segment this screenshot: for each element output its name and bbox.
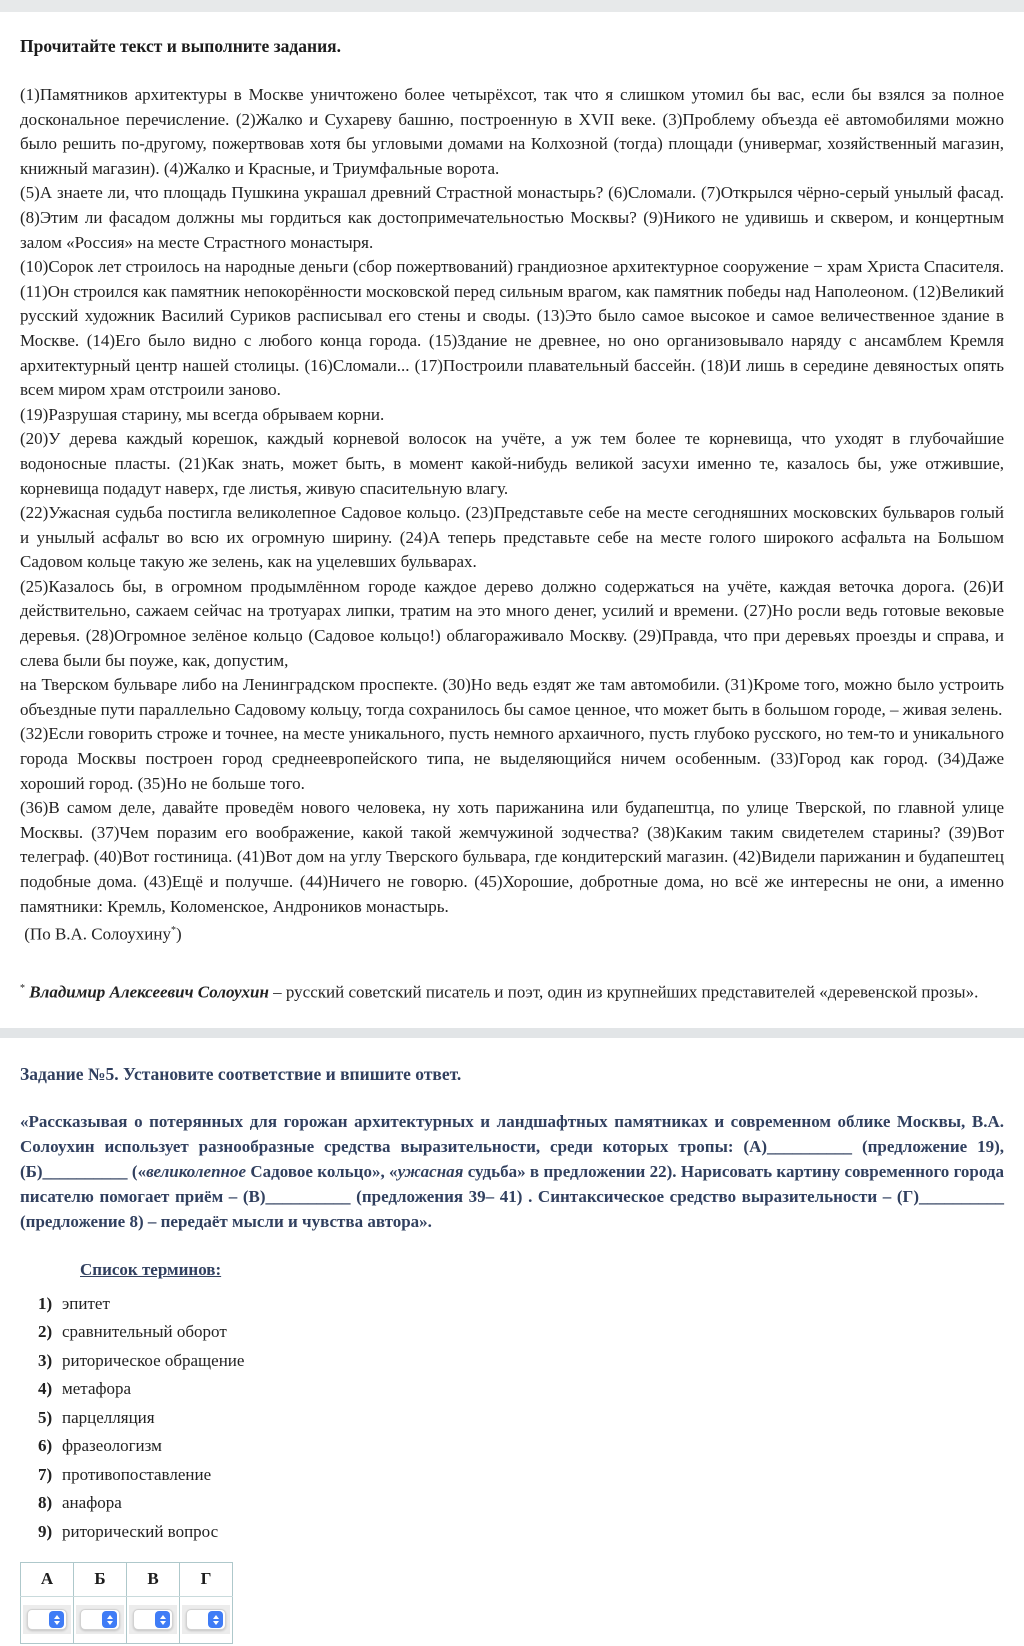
footnote-mark: * (20, 983, 25, 995)
term-item (38, 1408, 1004, 1428)
term-label: эпитет (62, 1293, 110, 1313)
term-number: 2) (38, 1322, 53, 1342)
answer-select-a[interactable] (23, 1605, 71, 1634)
text-paragraph: (20)У дерева каждый корешок, каждый корневой волосок на учёте, а уж тем более те корневища, что уходят в глубочайшие водоносные пласты. (21)Как знать, может быть, в момент какой-нибудь великой засухи именно те, казалось бы, уже отжившие, корневища подадут наверх, где листья, живую спасительную влагу. (20, 429, 1004, 498)
term-item (38, 1351, 1004, 1371)
term-label: фразеологизм (62, 1436, 162, 1456)
term-number: 8) (38, 1493, 53, 1513)
text-section (0, 36, 1024, 1006)
term-number: 4) (38, 1379, 53, 1399)
term-number: 9) (38, 1521, 53, 1541)
top-divider-bar (0, 0, 1024, 12)
section-divider (0, 1028, 1024, 1038)
text-paragraph: (36)В самом деле, давайте проведём нового человека, ну хоть парижанина или будапештца, по улице Тверской, по главной улице Москвы. (37)Чем поразим его воображение, какой такой жемчужиной зодчества? (38)Каким таким свидетелем старины? (39)Вот телеграф. (40)Вот гостиница. (41)Вот дом на углу Тверского бульвара, где кондитерский магазин. (42)Видели парижанин и будапештец подобные дома. (43)Ещё и получше. (44)Ничего не говорю. (45)Хорошие, добротные дома, но всё же интересны не они, а именно памятники: Кремль, Коломенское, Андроников монастырь. (20, 798, 1004, 916)
text-paragraph: (22)Ужасная судьба постигла великолепное Садовое кольцо. (23)Представьте себе на месте сегодняшних московских бульваров голый и унылый асфальт во всю их огромную ширину. (24)А теперь представьте себе на месте голого широкого асфальта на Большом Садовом кольце такую же зелень, как на уцелевших бульварах. (20, 503, 1004, 572)
text-paragraph: (1)Памятников архитектуры в Москве уничтожено более четырёхсот, так что я слишком утомил бы вас, если бы взялся за полное доскональное перечисление. (2)Жалко и Сухареву башню, построенную в XVII веке. (3)Проблему объезда её автомобилями можно было решить по-другому, пожертвовав хотя бы угловыми домами на Колхозной (тогда) площади (универмаг, хозяйственный магазин, книжный магазин). (4)Жалко и Красные, и Триумфальные ворота. (20, 85, 1004, 178)
term-label: сравнительный оборот (62, 1322, 227, 1342)
answer-header-row (21, 1562, 233, 1596)
attribution-text: (По В.А. Солоухину (24, 924, 171, 944)
text-paragraph: (10)Сорок лет строилось на народные деньги (сбор пожертвований) грандиозное архитектурное сооружение − храм Христа Спасителя. (11)Он строился как памятник непокорённости московской перед сильным врагом, как памятник победы над Наполеоном. (12)Великий русский художник Василий Суриков расписывал его стены и своды. (13)Это было самое высокое и самое величественное здание в Москве. (14)Его было видно с любого конца города. (15)Здание не древнее, но оно организовывало наряду с ансамблем Кремля архитектурный центр нашей столицы. (16)Сломали... (17)Построили плавательный бассейн. (18)И лишь в середине девяностых опять всем миром храм отстроили заново. (20, 257, 1004, 400)
term-number: 1) (38, 1293, 53, 1313)
terms-list (20, 1294, 1004, 1542)
reading-text (20, 83, 1004, 947)
select-button (27, 1609, 67, 1630)
prompt-emphasis: ужасная (397, 1161, 464, 1181)
select-stepper-icon (102, 1611, 117, 1628)
footnote-mark: * (170, 925, 176, 937)
term-item (38, 1522, 1004, 1542)
instruction-heading: Прочитайте текст и выполните задания. (20, 36, 342, 56)
term-label: анафора (62, 1493, 122, 1513)
answer-select-b[interactable] (76, 1605, 124, 1634)
term-number: 3) (38, 1350, 53, 1370)
term-item (38, 1465, 1004, 1485)
answer-column-header-a: А (21, 1562, 74, 1596)
task-title: Задание №5. Установите соответствие и впишите ответ. (20, 1063, 462, 1084)
select-button (186, 1609, 226, 1630)
answer-cell-b (74, 1596, 127, 1643)
term-item (38, 1294, 1004, 1314)
select-stepper-icon (155, 1611, 170, 1628)
select-stepper-icon (49, 1611, 64, 1628)
prompt-segment: судьба» в предложении 22). Нарисовать картину современного города писателю помогает приём – (В)__________ (предложения 39– 41) . Синтаксическое средство выразительности – (Г)__________ (предложение 8) – передаёт мысли и чувства автора». (20, 1161, 1004, 1231)
select-button (80, 1609, 120, 1630)
answer-table (20, 1562, 233, 1644)
term-item (38, 1436, 1004, 1456)
task-section (0, 1064, 1024, 1644)
term-item (38, 1322, 1004, 1342)
answer-column-header-b: Б (74, 1562, 127, 1596)
answer-input-row (21, 1596, 233, 1643)
term-item (38, 1379, 1004, 1399)
select-button (133, 1609, 173, 1630)
term-label: риторический вопрос (62, 1521, 219, 1541)
prompt-segment: Садовое кольцо», « (246, 1161, 398, 1181)
answer-select-g[interactable] (182, 1605, 230, 1634)
term-label: метафора (62, 1379, 132, 1399)
prompt-emphasis: великолепное (146, 1161, 247, 1181)
term-item (38, 1493, 1004, 1513)
answer-select-v[interactable] (129, 1605, 177, 1634)
footnote-text: – русский советский писатель и поэт, один из крупнейших представителей «деревенской прозы». (268, 983, 979, 1003)
text-paragraph: (32)Если говорить строже и точнее, на месте уникального, пусть немного архаичного, пусть глубоко русского, но тем-то и уникального города Москвы построен город среднеевропейского типа, не выделяющийся ничем особенным. (33)Город как город. (34)Даже хороший город. (35)Но не больше того. (20, 724, 1004, 793)
text-paragraph: (5)А знаете ли, что площадь Пушкина украшал древний Страстной монастырь? (6)Сломали. (7)Открылся чёрно-серый унылый фасад. (8)Этим ли фасадом должны мы гордиться как достопримечательностью Москвы? (9)Никого не удивишь и сквером, и концертным залом «Россия» на месте Страстного монастыря. (20, 183, 1004, 252)
text-paragraph: (25)Казалось бы, в огромном продымлённом городе каждое дерево должно содержаться на учёте, каждая веточка дорога. (26)И действительно, сажаем сейчас на тротуарах липки, тратим на это много денег, усилий и времени. (27)Но росли ведь готовые вековые деревья. (28)Огромное зелёное кольцо (Садовое кольцо!) облагораживало Москву. (29)Правда, что при деревьях проезды и справа, и слева были бы поуже, как, допустим, (20, 576, 1004, 670)
text-paragraph: (19)Разрушая старину, мы всегда обрываем корни. (20, 404, 385, 424)
attribution (20, 919, 1004, 947)
term-number: 6) (38, 1436, 53, 1456)
term-label: риторическое обращение (62, 1350, 245, 1370)
term-number: 7) (38, 1464, 53, 1484)
term-label: парцелляция (62, 1407, 155, 1427)
text-paragraph: на Тверском бульваре либо на Ленинградском проспекте. (30)Но ведь ездят же там автомобили. (31)Кроме того, можно было устроить объездные пути параллельно Садовому кольцу, тогда сохранилось бы самое ценное, что может быть в большом городе, – живая зелень. (20, 675, 1004, 719)
footnote-author: Владимир Алексеевич Солоухин (29, 983, 269, 1003)
answer-column-header-v: В (127, 1562, 180, 1596)
answer-column-header-g: Г (180, 1562, 233, 1596)
footnote (20, 977, 1004, 1005)
terms-list-heading: Список терминов: (80, 1259, 222, 1279)
term-label: противопоставление (62, 1464, 212, 1484)
term-number: 5) (38, 1407, 53, 1427)
select-stepper-icon (208, 1611, 223, 1628)
attribution-close: ) (175, 924, 182, 944)
answer-cell-v (127, 1596, 180, 1643)
prompt-segment: «Рассказывая о потерянных для горожан архитектурных и ландшафтных памятниках и современном облике Москвы, В.А. Солоухин использует разнообразные средства выразительности, среди которых тропы: (А)__________ (предложение 19), (Б)__________ (« (20, 1111, 1004, 1181)
answer-cell-g (180, 1596, 233, 1643)
task-prompt (20, 1109, 1004, 1234)
answer-cell-a (21, 1596, 74, 1643)
